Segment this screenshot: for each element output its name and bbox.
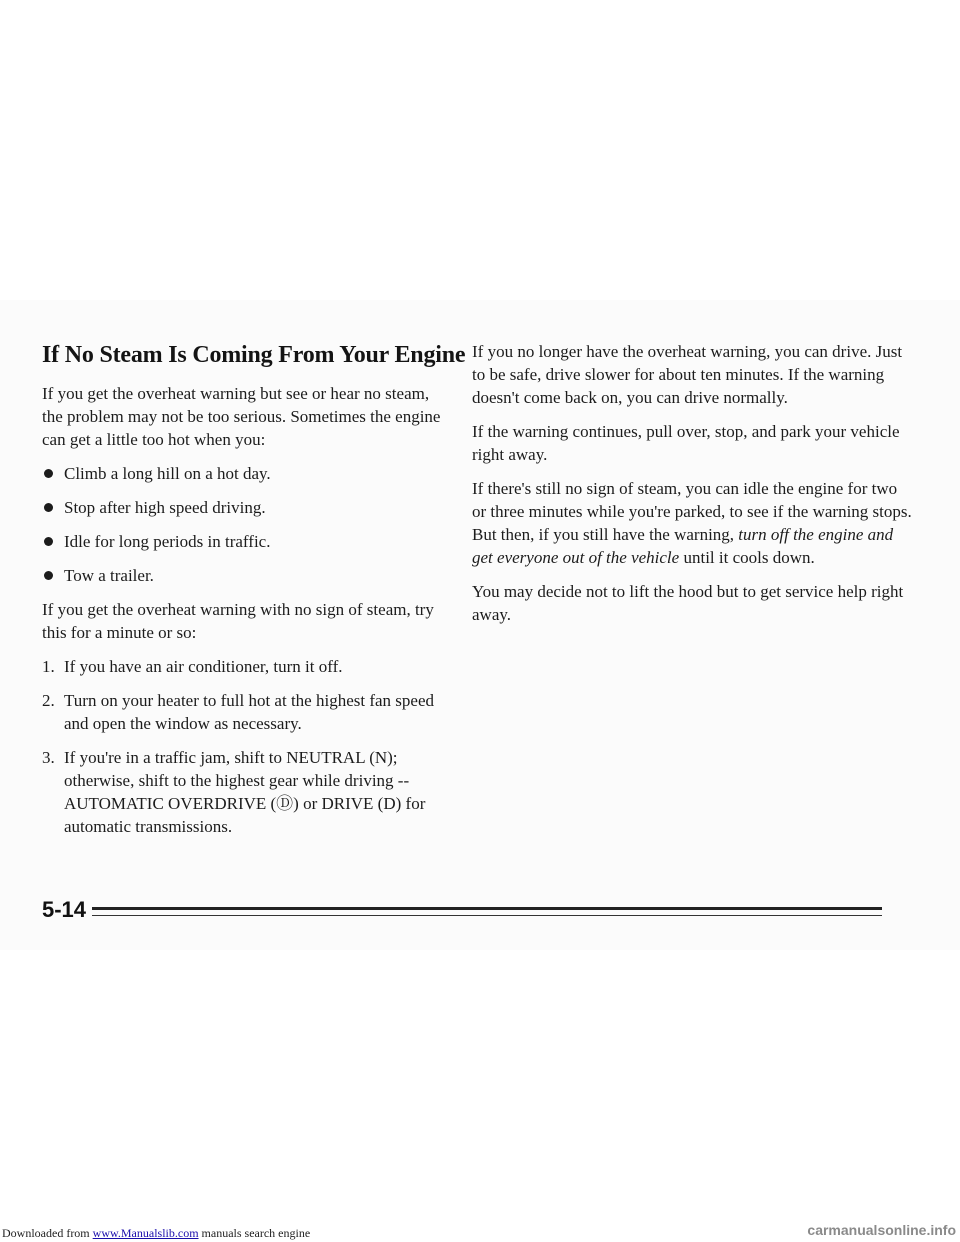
step-item: 1. If you have an air conditioner, turn it off. (42, 657, 343, 676)
bullet-icon (44, 537, 53, 546)
paragraph-warning-continues: If the warning continues, pull over, stop, and park your vehicle right away. (472, 422, 900, 464)
footer-rule-thin (92, 915, 882, 916)
conditions-list (42, 462, 442, 587)
section-heading: If No Steam Is Coming From Your Engine (42, 342, 466, 368)
paragraph-get-service: You may decide not to lift the hood but to get service help right away. (472, 582, 904, 624)
list-item: Tow a trailer. (42, 564, 442, 587)
right-column (472, 340, 912, 637)
bullet-icon (44, 469, 53, 478)
emphasis-text: turn off the engine and get everyone out of the vehicle (472, 525, 894, 567)
page-footer (42, 896, 882, 926)
bullet-icon (44, 571, 53, 580)
list-item: Climb a long hill on a hot day. (42, 462, 442, 485)
step-item: 2. Turn on your heater to full hot at the highest fan speed and open the window as necessary. (42, 691, 434, 733)
watermark: carmanualsonline.info (807, 1222, 956, 1238)
download-note: Downloaded from www.Manualslib.com manuals search engine (2, 1226, 311, 1240)
steps-list (42, 655, 442, 838)
manualslib-link[interactable]: www.Manualslib.com (92, 1226, 199, 1240)
footer-rule (92, 907, 882, 910)
followup-paragraph: If you get the overheat warning with no sign of steam, try this for a minute or so: (42, 600, 434, 642)
left-column (42, 340, 466, 849)
step-item: 3. If you're in a traffic jam, shift to NEUTRAL (N); otherwise, shift to the highest gear while driving -- AUTOMATIC OVERDRIVE (Ⓓ) or DRIVE (D) for automatic transmissions. (42, 748, 426, 836)
page-number: 5-14 (42, 897, 87, 922)
list-item: Stop after high speed driving. (42, 496, 442, 519)
list-item: Idle for long periods in traffic. (42, 530, 442, 553)
intro-paragraph: If you get the overheat warning but see or hear no steam, the problem may not be too serious. Sometimes the engine can get a little too hot when you: (42, 384, 441, 449)
bullet-icon (44, 503, 53, 512)
paragraph-no-warning: If you no longer have the overheat warning, you can drive. Just to be safe, drive slower for about ten minutes. If the warning doesn't come back on, you can drive normally. (472, 342, 903, 407)
paragraph-idle-engine: If there's still no sign of steam, you can idle the engine for two or three minutes while you're parked, to see if the warning stops. But then, if you still have the warning, turn off the engine and get everyone out of the vehicle until it cools down. (472, 479, 912, 567)
